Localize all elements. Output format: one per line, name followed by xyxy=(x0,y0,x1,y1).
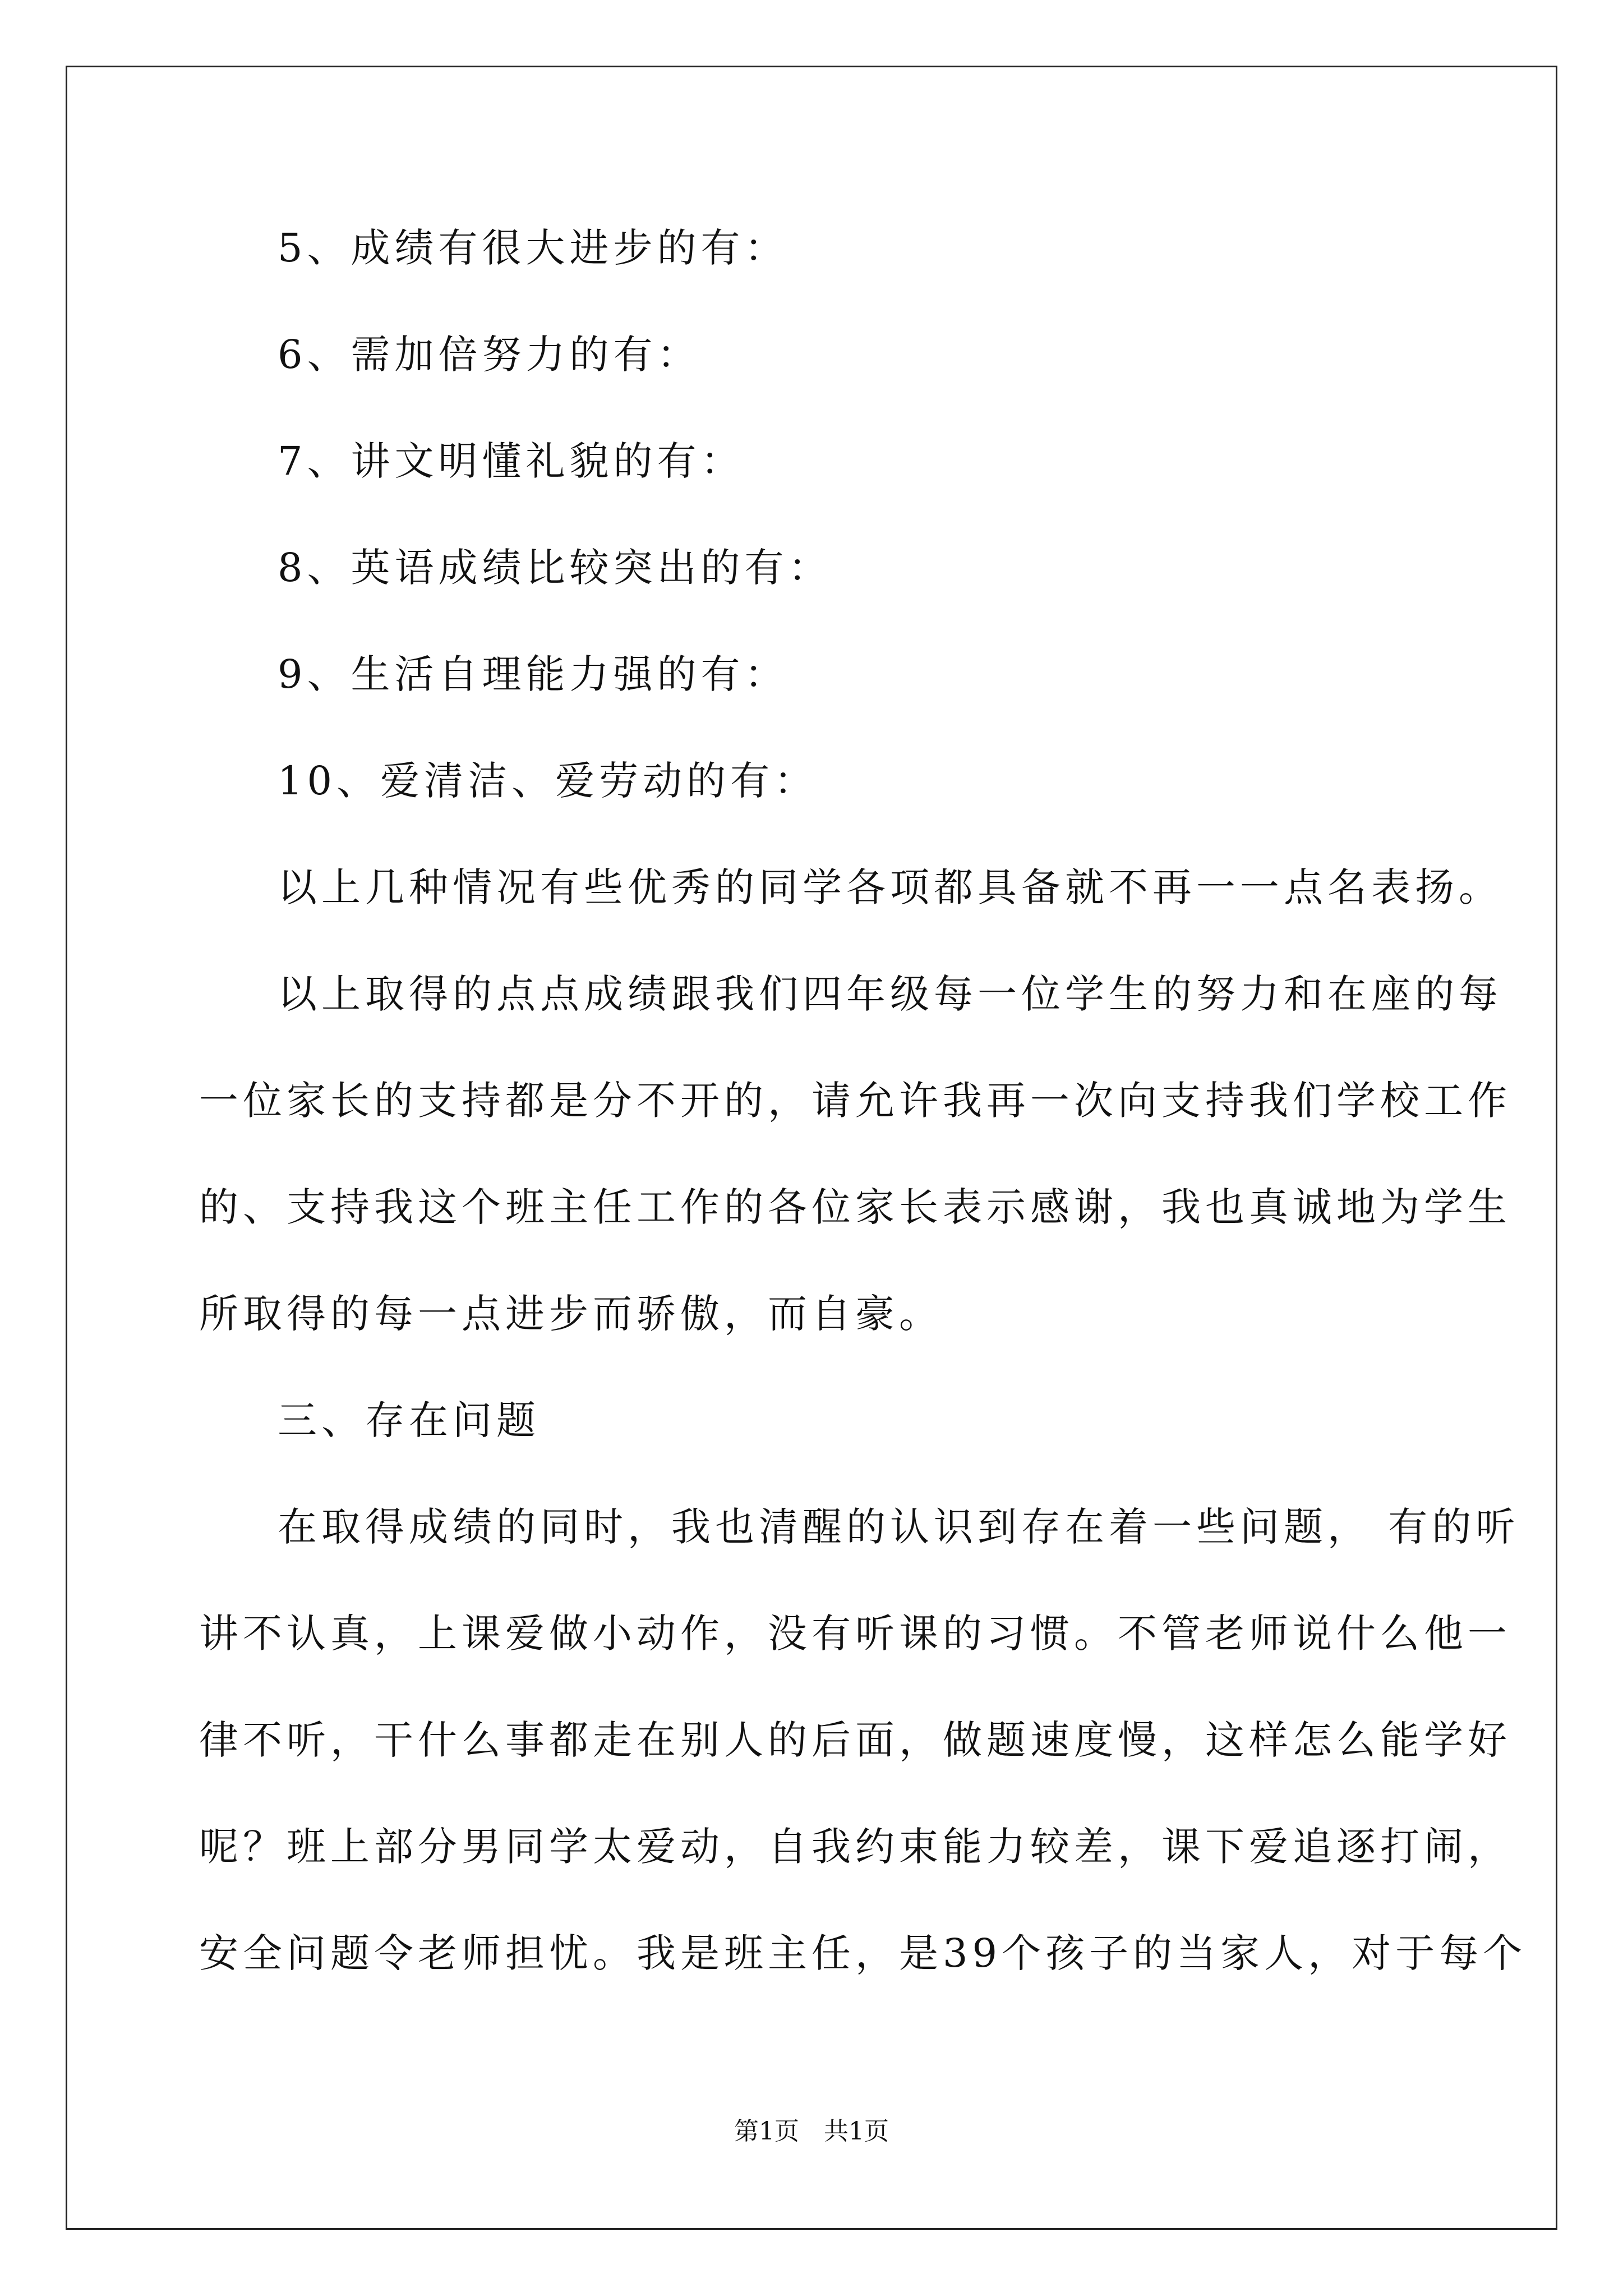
thanks-paragraph xyxy=(199,968,1511,1341)
problems-paragraph xyxy=(199,1501,1527,1980)
summary-paragraph: 以上几种情况有些优秀的同学各项都具备就不再一一点名表扬。 xyxy=(278,864,1502,910)
paragraph-line: 在取得成绩的同时，我也清醒的认识到存在着一些问题， 有的听 xyxy=(278,1504,1520,1550)
list-item-10: 10、爱清洁、爱劳动的有： xyxy=(278,758,818,804)
paragraph-line: 所取得的每一点进步而骄傲，而自豪。 xyxy=(199,1291,943,1337)
list-item-8: 8、英语成绩比较突出的有： xyxy=(278,545,832,591)
paragraph-line: 呢？班上部分男同学太爱动，自我约束能力较差，课下爱追逐打闹， xyxy=(199,1824,1511,1870)
paragraph-line: 安全问题令老师担忧。我是班主任，是39个孩子的当家人，对于每个 xyxy=(199,1930,1527,1976)
page-footer: 第1页 共1页 xyxy=(734,2117,889,2146)
paragraph-line: 以上取得的点点成绩跟我们四年级每一位学生的努力和在座的每 xyxy=(278,971,1502,1017)
list-item-6: 6、需加倍努力的有： xyxy=(278,332,701,378)
paragraph-line: 律不听，干什么事都走在别人的后面，做题速度慢，这样怎么能学好 xyxy=(199,1717,1511,1763)
paragraph-line: 的、支持我这个班主任工作的各位家长表示感谢，我也真诚地为学生 xyxy=(199,1184,1511,1230)
section-heading: 三、存在问题 xyxy=(278,1397,540,1443)
list-item-9: 9、生活自理能力强的有： xyxy=(278,651,789,697)
list-item-5: 5、成绩有很大进步的有： xyxy=(278,225,789,271)
paragraph-line: 讲不认真，上课爱做小动作，没有听课的习惯。不管老师说什么他一 xyxy=(199,1611,1511,1657)
paragraph-line: 一位家长的支持都是分不开的，请允许我再一次向支持我们学校工作 xyxy=(199,1078,1511,1124)
list-item-7: 7、讲文明懂礼貌的有： xyxy=(278,438,745,484)
